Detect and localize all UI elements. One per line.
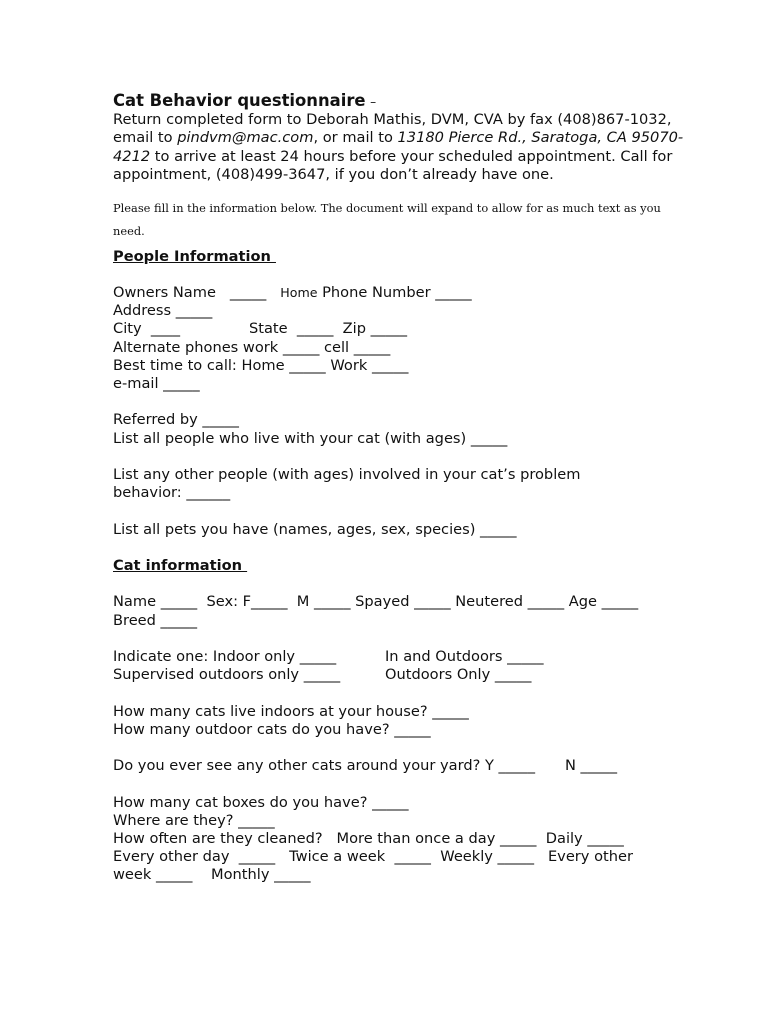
city-field[interactable]: City ____ <box>113 320 181 338</box>
mailing-address: 13180 Pierce Rd., Saratoga, CA 95070-4212 <box>113 129 684 165</box>
owners-name-field[interactable]: Owners Name _____ <box>113 284 267 301</box>
instructions-note: Please fill in the information below. The document will expand to allow for as much text as you need. <box>113 201 661 238</box>
email-field[interactable]: e-mail _____ <box>113 375 200 393</box>
page-title: Cat Behavior questionnaire <box>113 91 366 110</box>
alternate-phones-field[interactable]: Alternate phones work _____ cell _____ <box>113 338 391 356</box>
boxes-where-field[interactable]: Where are they? _____ <box>113 811 275 829</box>
pets-field[interactable]: List all pets you have (names, ages, sex, species) _____ <box>113 520 517 538</box>
other-cats-no-field[interactable]: N _____ <box>565 757 618 775</box>
indoor-line <box>113 648 693 666</box>
supervised-outdoors-field[interactable]: Supervised outdoors only _____ <box>113 666 341 684</box>
title-line <box>113 92 693 111</box>
title-dash: – <box>370 95 377 109</box>
cat-heading: Cat information <box>113 556 248 574</box>
boxes-clean-field[interactable]: How often are they cleaned? More than once a day _____ Daily _____ <box>113 829 624 847</box>
cats-indoors-field[interactable]: How many cats live indoors at your house? _____ <box>113 702 469 720</box>
in-and-outdoors-field[interactable]: In and Outdoors _____ <box>385 647 544 665</box>
boxes-count-field[interactable]: How many cat boxes do you have? _____ <box>113 793 409 811</box>
indoor-only-field[interactable]: Indicate one: Indoor only _____ <box>113 647 337 665</box>
boxes-frequency-field[interactable]: Every other day _____ Twice a week _____ Weekly _____ Every other <box>113 848 633 866</box>
cats-outdoor-field[interactable]: How many outdoor cats do you have? _____ <box>113 720 431 738</box>
boxes-frequency-field-2[interactable]: week _____ Monthly _____ <box>113 866 311 884</box>
city-line <box>113 320 693 338</box>
state-zip-field[interactable]: State _____ Zip _____ <box>249 320 408 338</box>
intro-text-3: to arrive at least 24 hours before your scheduled appointment. Call for appointment, (408)499-3647, if you don’t already have one. <box>113 147 673 183</box>
other-people-field[interactable]: behavior: ______ <box>113 484 231 502</box>
breed-field[interactable]: Breed _____ <box>113 611 198 629</box>
people-living-field[interactable]: List all people who live with your cat (with ages) _____ <box>113 429 508 447</box>
cat-name-line[interactable]: Name _____ Sex: F_____ M _____ Spayed _____ Neutered _____ Age _____ <box>113 593 639 611</box>
intro-paragraph <box>113 111 693 184</box>
other-cats-line <box>113 757 693 775</box>
intro-text-1: Return completed form to Deborah Mathis, DVM, CVA by fax (408)867-1032, email to <box>113 111 672 147</box>
intro-text-2: , or mail to <box>313 129 398 147</box>
outdoors-only-field[interactable]: Outdoors Only _____ <box>385 666 532 684</box>
address-field[interactable]: Address _____ <box>113 302 213 320</box>
home-label: Home <box>280 285 318 300</box>
other-people-question: List any other people (with ages) involved in your cat’s problem <box>113 466 581 483</box>
supervised-line <box>113 666 693 684</box>
contact-email: pindvm@mac.com <box>177 129 314 147</box>
people-heading: People Information <box>113 247 276 265</box>
questionnaire-page <box>113 92 693 885</box>
phone-number-field[interactable]: Phone Number _____ <box>317 284 472 301</box>
owners-name-line <box>113 284 693 302</box>
other-cats-yes-field[interactable]: Do you ever see any other cats around your yard? Y _____ <box>113 757 536 775</box>
best-time-field[interactable]: Best time to call: Home _____ Work _____ <box>113 356 409 374</box>
referred-by-field[interactable]: Referred by _____ <box>113 411 239 429</box>
